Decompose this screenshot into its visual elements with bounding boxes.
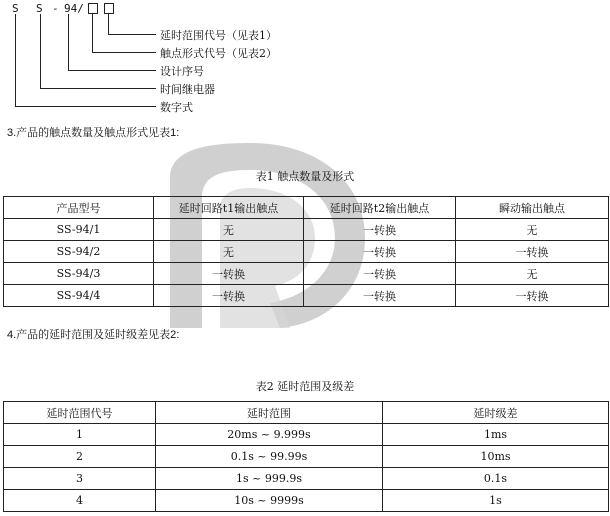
table2-caption: 表2 延时范围及级差 (255, 380, 355, 393)
connector-v-1 (108, 14, 109, 34)
connector-h-1 (108, 34, 156, 35)
label-contact-form-code: 触点形式代号（见表2） (160, 47, 277, 60)
label-time-relay: 时间继电器 (160, 83, 215, 96)
code-dash: - (52, 2, 59, 15)
connector-h-4 (40, 88, 156, 89)
table-row (4, 285, 609, 307)
table-cell: 无 (456, 219, 609, 241)
connector-h-2 (92, 52, 156, 53)
table-cell: 0.1s (383, 468, 609, 490)
table-cell: 一转换 (304, 285, 456, 307)
table-cell: SS-94/1 (4, 219, 154, 241)
table-header-row (4, 402, 609, 424)
table-row (4, 241, 609, 263)
table-cell: 1ms (383, 424, 609, 446)
table-cell: SS-94/4 (4, 285, 154, 307)
table-cell: 无 (154, 241, 304, 263)
code-letter-1: S (12, 2, 19, 15)
table-cell: SS-94/2 (4, 241, 154, 263)
label-digital: 数字式 (160, 101, 193, 114)
table-row (4, 446, 609, 468)
table-cell: 1s ~ 999.9s (156, 468, 383, 490)
table-row (4, 424, 609, 446)
table-row (4, 490, 609, 512)
paragraph-3: 3.产品的触点数量及触点形式见表1: (7, 127, 180, 139)
table-header-cell: 延时范围代号 (4, 402, 156, 424)
table1 (3, 196, 609, 307)
table-header-cell: 产品型号 (4, 197, 154, 219)
table-row (4, 468, 609, 490)
table-cell: 无 (154, 219, 304, 241)
code-box-2 (104, 3, 114, 14)
table-cell: 3 (4, 468, 156, 490)
table-cell: 一转换 (456, 241, 609, 263)
table-header-cell: 延时回路t2输出触点 (304, 197, 456, 219)
connector-v-4 (40, 14, 41, 88)
label-design-serial: 设计序号 (160, 65, 204, 78)
table1-caption: 表1 触点数量及形式 (255, 170, 355, 183)
table-cell: 1 (4, 424, 156, 446)
table-cell: SS-94/3 (4, 263, 154, 285)
table-cell: 无 (456, 263, 609, 285)
table-cell: 一转换 (304, 219, 456, 241)
table-cell: 一转换 (456, 285, 609, 307)
table-cell: 一转换 (154, 263, 304, 285)
table-cell: 10ms (383, 446, 609, 468)
code-letter-2: S (36, 2, 43, 15)
code-number: 94/ (64, 2, 84, 15)
code-box-1 (88, 3, 98, 14)
table2 (3, 401, 609, 512)
table-cell: 10s ~ 9999s (156, 490, 383, 512)
table-cell: 0.1s ~ 99.99s (156, 446, 383, 468)
table-cell: 4 (4, 490, 156, 512)
table-cell: 一转换 (154, 285, 304, 307)
label-delay-range-code: 延时范围代号（见表1） (160, 29, 277, 42)
table-header-cell: 延时级差 (383, 402, 609, 424)
table-header-row (4, 197, 609, 219)
table-row (4, 263, 609, 285)
table-cell: 一转换 (304, 263, 456, 285)
table-cell: 2 (4, 446, 156, 468)
table-row (4, 219, 609, 241)
paragraph-4: 4.产品的延时范围及延时级差见表2: (7, 329, 180, 341)
table-header-cell: 延时范围 (156, 402, 383, 424)
table-cell: 1s (383, 490, 609, 512)
connector-v-3 (68, 14, 69, 70)
table-cell: 20ms ~ 9.999s (156, 424, 383, 446)
connector-v-5 (15, 14, 16, 106)
table-header-cell: 瞬动输出触点 (456, 197, 609, 219)
table-cell: 一转换 (304, 241, 456, 263)
table-header-cell: 延时回路t1输出触点 (154, 197, 304, 219)
connector-v-2 (92, 14, 93, 52)
connector-h-5 (15, 106, 156, 107)
connector-h-3 (68, 70, 156, 71)
